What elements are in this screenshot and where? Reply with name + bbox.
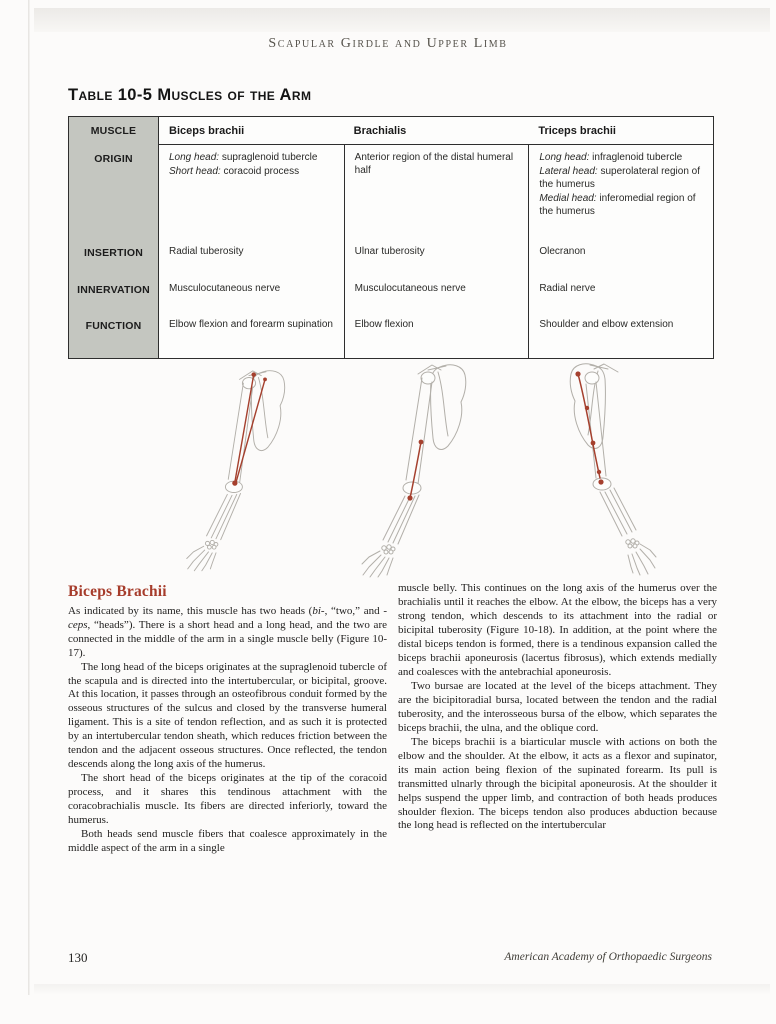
biceps-muscle-line [232, 372, 267, 485]
text-run: Ulnar tuberosity [354, 246, 425, 257]
text-run: As indicated by its name, this muscle has two heads ( [68, 604, 313, 617]
table-muscle-name: Triceps brachii [528, 117, 713, 145]
body-paragraph [68, 828, 387, 856]
table-cell-line [355, 151, 519, 177]
table-title: Table 10-5 Muscles of the Arm [68, 86, 312, 104]
table-cell [528, 239, 713, 276]
body-paragraph [398, 680, 717, 736]
table-cell [528, 276, 713, 312]
arm-skeleton-drawing [362, 365, 466, 577]
muscles-of-the-arm-table [68, 116, 714, 359]
page-number: 130 [68, 950, 88, 965]
text-run: , “heads”). There is a short head and a long head, and the two are connected in the middle of the arm in a single muscle belly (Figure 10-17). [68, 618, 387, 659]
table-muscle-name: Brachialis [344, 117, 529, 145]
table-cell-line [539, 165, 703, 191]
table-cell [159, 276, 344, 312]
text-run: , “two,” and [324, 604, 384, 617]
text-run: inferomedial region of the humerus [539, 193, 696, 217]
text-run: The biceps brachii is a biarticular muscle with actions on both the elbow and the shoulder. At the elbow, it acts as a flexor and supinator, its main action being flexion of the supinated forearm. Its pull is transmitted ulnarly through the bicipital aponeurosis. At the shoulder it helps suspend the upper limb, and contraction of both heads produces shoulder flexion. The biceps tendon also produces abduction because the long head is reflected on the intertubercular [398, 735, 717, 832]
italic-text: -ceps [68, 604, 387, 631]
table-cell-line [355, 282, 519, 295]
table-cell [344, 239, 529, 276]
italic-text: Medial head: [539, 193, 597, 204]
table-cell-line [169, 318, 334, 331]
page-edge-shadow [28, 0, 30, 995]
text-run: Both heads send muscle fibers that coalesce approximately in the middle aspect of the arm in a single [68, 828, 387, 855]
italic-text: Lateral head: [539, 166, 598, 177]
arm-skeleton-drawing [187, 371, 285, 571]
table-cell-line [539, 192, 703, 218]
body-paragraph [398, 736, 717, 834]
text-run: Radial tuberosity [169, 246, 244, 257]
table-cell-line [169, 151, 334, 164]
text-run: Anterior region of the distal humeral half [354, 152, 514, 176]
scan-artifact-top [34, 8, 770, 32]
table-label-insertion: INSERTION [69, 239, 159, 276]
text-run: Olecranon [539, 246, 586, 257]
table-cell-line [169, 282, 334, 295]
right-column-paragraphs [398, 582, 717, 833]
table-label-innervation: INNERVATION [69, 276, 159, 312]
table-cell [528, 312, 713, 358]
table-cell-line [539, 245, 703, 258]
table-label-origin: ORIGIN [69, 145, 159, 239]
figure-biceps-brachii-skeleton [183, 358, 315, 578]
text-run: Shoulder and elbow extension [539, 319, 674, 330]
table-label-function: FUNCTION [69, 312, 159, 358]
table-cell-line [355, 318, 519, 331]
table-cell-line [539, 282, 703, 295]
text-run: Two bursae are located at the level of the biceps attachment. They are the bicipitoradial bursa, located between the tendon and the radial tuberosity, and the interosseous bursa of the elbow, which separates the biceps brachii, the ulna, and the oblique cord. [398, 679, 717, 734]
figure-triceps-brachii-skeleton [528, 358, 678, 578]
table-cell [344, 312, 529, 358]
text-run: muscle belly. This continues on the long axis of the humerus over the brachialis until it reaches the elbow. At the elbow, the biceps has a very strong tendon, which descends to its attachment into the radial or bicipital tuberosity (Figure 10-18). In addition, at the point where the distal biceps tendon is formed, there is a tendinous expansion called the biceps brachii aponeurosis (lacertus fibrosus), which extends medially and coalesces with the antebrachial aponeurosis. [398, 582, 717, 678]
text-run: Elbow flexion and forearm supination [169, 319, 333, 330]
italic-text: bi- [312, 604, 325, 617]
triceps-muscle-line [575, 371, 603, 484]
text-run: infraglenoid tubercle [589, 152, 683, 163]
body-left-column [68, 582, 387, 856]
text-run: The short head of the biceps originates at the tip of the coracoid process, and it shares this tendinous attachment with the coracobrachialis muscle. Its fibers are directed inferiorly, toward the humerus. [68, 772, 387, 827]
table-cell [344, 145, 529, 239]
italic-text: Short head: [169, 166, 221, 177]
table-cell [344, 276, 529, 312]
text-run: The long head of the biceps originates at the supraglenoid tubercle of the scapula and is directed into the intertubercular, or bicipital, groove. At this location, it passes through an osteofibrous conduit formed by the osseous structures of the sulcus and closed by the transverse humeral ligament. This is a site of tendon reflection, and as such it is protected by an intertubercular tendon sheath, which reduces friction between the tendon and the adjacent osseous structures. Once reflected, the tendon descends along the long axis of the humerus. [68, 660, 387, 771]
body-paragraph [68, 605, 387, 661]
section-heading-biceps-brachii: Biceps Brachii [68, 583, 167, 600]
running-head: Scapular Girdle and Upper Limb [268, 36, 508, 51]
table-cell-line [169, 245, 334, 258]
table-cell-line [539, 151, 703, 164]
publisher-credit: American Academy of Orthopaedic Surgeons [504, 951, 712, 963]
table-cell [159, 312, 344, 358]
table-cell-line [539, 318, 703, 331]
body-paragraph [398, 582, 717, 680]
text-run: superolateral region of the humerus [539, 166, 701, 190]
table-cell-line [169, 165, 334, 178]
left-column-paragraphs [68, 605, 387, 856]
table-cell [159, 239, 344, 276]
text-run: coracoid process [220, 166, 300, 177]
table-label-muscle: MUSCLE [69, 117, 159, 145]
table-cell [528, 145, 713, 239]
figure-brachialis-skeleton [358, 358, 498, 578]
text-run: supraglenoid tubercle [219, 152, 318, 163]
table-cell-line [355, 245, 519, 258]
text-run: Elbow flexion [354, 319, 414, 330]
body-right-column [398, 582, 717, 833]
scan-artifact-bottom [34, 984, 770, 994]
body-paragraph [68, 772, 387, 828]
text-run: Musculocutaneous nerve [354, 283, 466, 294]
italic-text: Long head: [169, 152, 220, 163]
table-muscle-name: Biceps brachii [159, 117, 344, 145]
text-run: Radial nerve [539, 283, 596, 294]
body-paragraph [68, 661, 387, 773]
text-run: Musculocutaneous nerve [169, 283, 281, 294]
table-cell [159, 145, 344, 239]
italic-text: Long head: [539, 152, 590, 163]
